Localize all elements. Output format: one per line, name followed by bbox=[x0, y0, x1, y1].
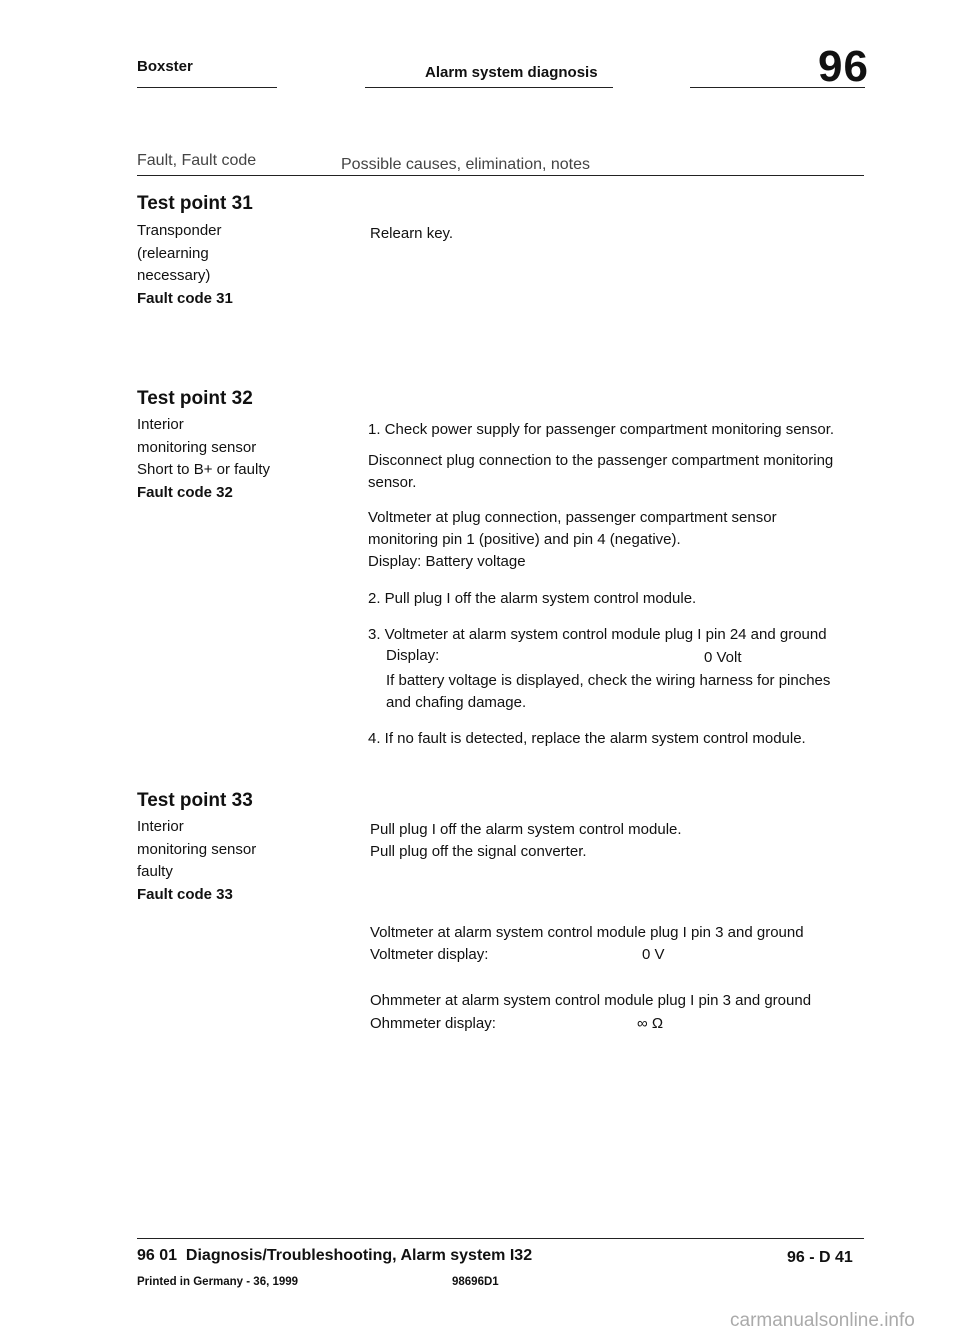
tp32-step-3-display-value: 0 Volt bbox=[704, 649, 742, 666]
tp32-step-4: 4. If no fault is detected, replace the alarm system control module. bbox=[368, 730, 806, 747]
tp33-pull-plug bbox=[370, 819, 682, 863]
footer-code: 98696D1 bbox=[452, 1276, 499, 1288]
paragraph-line: Voltmeter at plug connection, passenger compartment sensor bbox=[368, 509, 777, 526]
paragraph-line: If battery voltage is displayed, check the wiring harness for pinches bbox=[386, 672, 831, 689]
tp32-disconnect-paragraph bbox=[368, 450, 833, 494]
tp33-voltmeter-line: Voltmeter at alarm system control module plug I pin 3 and ground bbox=[370, 924, 804, 941]
header-section-title: Alarm system diagnosis bbox=[425, 64, 598, 81]
test-point-31-description bbox=[137, 220, 233, 310]
desc-line: Short to B+ or faulty bbox=[137, 461, 270, 478]
desc-line: faulty bbox=[137, 863, 173, 880]
column-heading-notes: Possible causes, elimination, notes bbox=[341, 156, 591, 173]
footer-printed: Printed in Germany - 36, 1999 bbox=[137, 1276, 299, 1288]
paragraph-line: Pull plug I off the alarm system control module. bbox=[370, 821, 682, 838]
paragraph-line: Disconnect plug connection to the passenger compartment monitoring bbox=[368, 452, 834, 469]
fault-code-32: Fault code 32 bbox=[137, 483, 233, 501]
tp33-ohmmeter-label: Ohmmeter display: bbox=[370, 1015, 496, 1032]
tp32-step-3: 3. Voltmeter at alarm system control module plug I pin 24 and ground bbox=[368, 626, 827, 643]
fault-code-33: Fault code 33 bbox=[137, 885, 233, 903]
desc-line: necessary) bbox=[137, 267, 211, 284]
tp32-step-1: 1. Check power supply for passenger compartment monitoring sensor. bbox=[368, 421, 835, 438]
tp32-voltmeter-paragraph bbox=[368, 507, 777, 573]
header-rule-center bbox=[365, 87, 613, 88]
footer-rule bbox=[137, 1238, 864, 1239]
paragraph-line: Display: Battery voltage bbox=[368, 553, 526, 570]
header-model: Boxster bbox=[137, 58, 193, 75]
desc-line: Interior bbox=[137, 818, 184, 835]
paragraph-line: sensor. bbox=[368, 474, 417, 491]
tp32-step-3-note bbox=[386, 670, 830, 714]
desc-line: (relearning bbox=[137, 244, 209, 262]
footer-page-number: 96 - D 41 bbox=[787, 1249, 853, 1266]
tp32-step-3-display-label: Display: bbox=[386, 647, 440, 664]
paragraph-line: monitoring pin 1 (positive) and pin 4 (negative). bbox=[368, 531, 681, 548]
column-heading-fault: Fault, Fault code bbox=[137, 152, 257, 169]
test-point-32-description bbox=[137, 414, 270, 504]
desc-line: Transponder bbox=[137, 222, 222, 239]
test-point-31-title: Test point 31 bbox=[137, 193, 253, 214]
test-point-32-title: Test point 32 bbox=[137, 388, 253, 409]
tp33-ohmmeter-value: ∞ Ω bbox=[637, 1015, 664, 1032]
column-heading-rule bbox=[137, 175, 864, 176]
desc-line: Interior bbox=[137, 416, 184, 433]
fault-code-31: Fault code 31 bbox=[137, 289, 233, 307]
tp33-ohmmeter-line: Ohmmeter at alarm system control module plug I pin 3 and ground bbox=[370, 992, 812, 1009]
tp33-voltmeter-label: Voltmeter display: bbox=[370, 946, 489, 963]
test-point-33-description bbox=[137, 816, 256, 906]
header-group-number: 96 bbox=[818, 42, 869, 91]
test-point-33-title: Test point 33 bbox=[137, 790, 253, 811]
test-point-31-notes: Relearn key. bbox=[370, 225, 454, 242]
paragraph-line: and chafing damage. bbox=[386, 694, 527, 711]
desc-line: monitoring sensor bbox=[137, 840, 257, 858]
watermark: carmanualsonline.info bbox=[730, 1310, 915, 1331]
tp32-step-2: 2. Pull plug I off the alarm system control module. bbox=[368, 590, 697, 607]
desc-line: monitoring sensor bbox=[137, 438, 257, 456]
tp33-voltmeter-value: 0 V bbox=[642, 946, 665, 963]
footer-title: 96 01 Diagnosis/Troubleshooting, Alarm system I32 bbox=[137, 1247, 533, 1264]
paragraph-line: Pull plug off the signal converter. bbox=[370, 843, 587, 860]
header-rule-left bbox=[137, 87, 277, 88]
header-rule-right bbox=[690, 87, 865, 88]
